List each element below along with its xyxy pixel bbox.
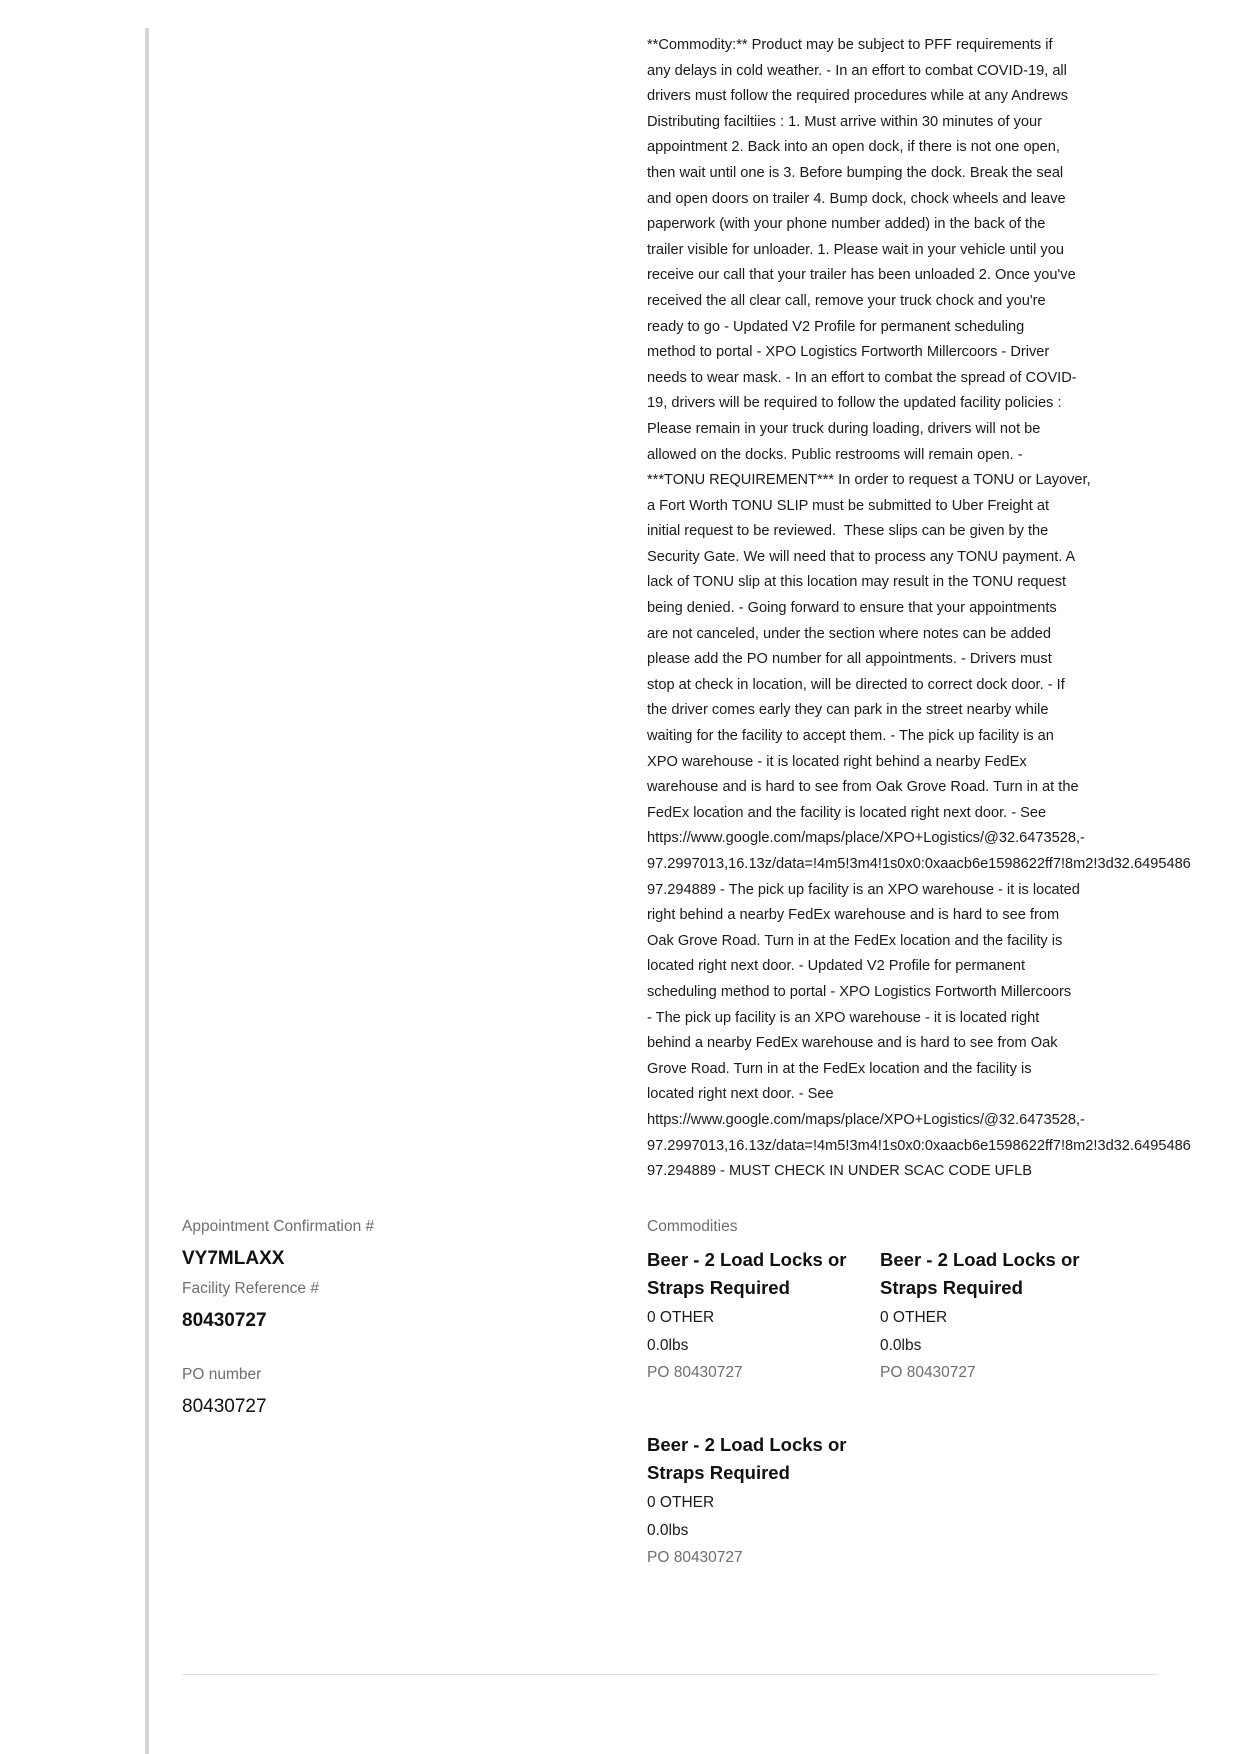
commodity-weight: 0.0lbs: [647, 1521, 689, 1539]
commodity-quantity: 0 OTHER: [647, 1309, 715, 1326]
commodities-label: Commodities: [647, 1218, 738, 1235]
facility-notes: **Commodity:** Product may be subject to PFF requirements if any delays in cold weather. - In an effort to combat COVID-19, all drivers must follow the required procedures while at any Andrews Distributing faciltiies : 1. Must arrive within 30 minutes of your appointment 2. Back into an open dock, if there is not one open, then wait until one is 3. Before bumping the dock. Break the seal and open doors on trailer 4. Bump dock, chock wheels and leave paperwork (with your phone number added) in the back of the trailer visible for unloader. 1. Please wait in your vehicle until you receive our call that your trailer has been unloaded 2. Once you've received the all clear call, remove your truck chock and you're ready to go - Updated V2 Profile for permanent scheduling method to portal - XPO Logistics Fortworth Millercoors - Driver needs to wear mask. - In an effort to combat the spread of COVID- 19, drivers will be required to follow the updated facility policies : Please remain in your truck during loading, drivers will not be allowed on the docks. Public restrooms will remain open. - ***TONU REQUIREMENT*** In order to request a TONU or Layover, a Fort Worth TONU SLIP must be submitted to Uber Freight at initial request to be reviewed. These slips can be given by the Security Gate. We will need that to process any TONU payment. A lack of TONU slip at this location may result in the TONU request being denied. - Going forward to ensure that your appointments are not canceled, under the section where notes can be added please add the PO number for all appointments. - Drivers must stop at check in location, will be directed to correct dock door. - If the driver comes early they can park in the street nearby while waiting for the facility to accept them. - The pick up facility is an XPO warehouse - it is located right behind a nearby FedEx warehouse and is hard to see from Oak Grove Road. Turn in at the FedEx location and the facility is located right next door. - See https://www.google.com/maps/place/XPO+Logistics/@32.6473528,- 97.2997013,16.13z/data=!4m5!3m4!1s0x0:0xaacb6e1598622ff7!8m2!3d32.6495486 97.294889 - The pick up facility is an XPO warehouse - it is located right behind a nearby FedEx warehouse and is hard to see from Oak Grove Road. Turn in at the FedEx location and the facility is located right next door. - Updated V2 Profile for permanent scheduling method to portal - XPO Logistics Fortworth Millercoors - The pick up facility is an XPO warehouse - it is located right behind a nearby FedEx warehouse and is hard to see from Oak Grove Road. Turn in at the FedEx location and the facility is located right next door. - See https://www.google.com/maps/place/XPO+Logistics/@32.6473528,- 97.2997013,16.13z/data=!4m5!3m4!1s0x0:0xaacb6e1598622ff7!8m2!3d32.6495486 97.294889 - MUST CHECK IN UNDER SCAC CODE UFLB: [647, 37, 1191, 1180]
left-margin-rule: [145, 28, 149, 1754]
commodity-name: Beer - 2 Load Locks or Straps Required: [880, 1249, 1080, 1298]
commodity-weight: 0.0lbs: [880, 1336, 922, 1354]
commodity-po: PO 80430727: [647, 1549, 743, 1566]
facility-reference-label: Facility Reference #: [182, 1280, 319, 1297]
commodity-po: PO 80430727: [647, 1364, 743, 1381]
commodity-name: Beer - 2 Load Locks or Straps Required: [647, 1434, 847, 1483]
commodity-quantity: 0 OTHER: [647, 1494, 715, 1511]
commodity-card: [880, 1246, 1100, 1387]
commodity-weight: 0.0lbs: [647, 1336, 689, 1354]
appointment-confirmation-label: Appointment Confirmation #: [182, 1218, 375, 1235]
commodity-quantity: 0 OTHER: [880, 1309, 948, 1326]
commodity-name: Beer - 2 Load Locks or Straps Required: [647, 1249, 847, 1298]
po-number-label: PO number: [182, 1366, 262, 1383]
po-number-value: 80430727: [182, 1396, 267, 1417]
section-divider: [182, 1674, 1158, 1675]
facility-reference-value: 80430727: [182, 1310, 267, 1331]
appointment-confirmation-value: VY7MLAXX: [182, 1248, 285, 1269]
commodity-po: PO 80430727: [880, 1364, 976, 1381]
commodity-card: [647, 1431, 867, 1572]
commodity-card: [647, 1246, 867, 1387]
